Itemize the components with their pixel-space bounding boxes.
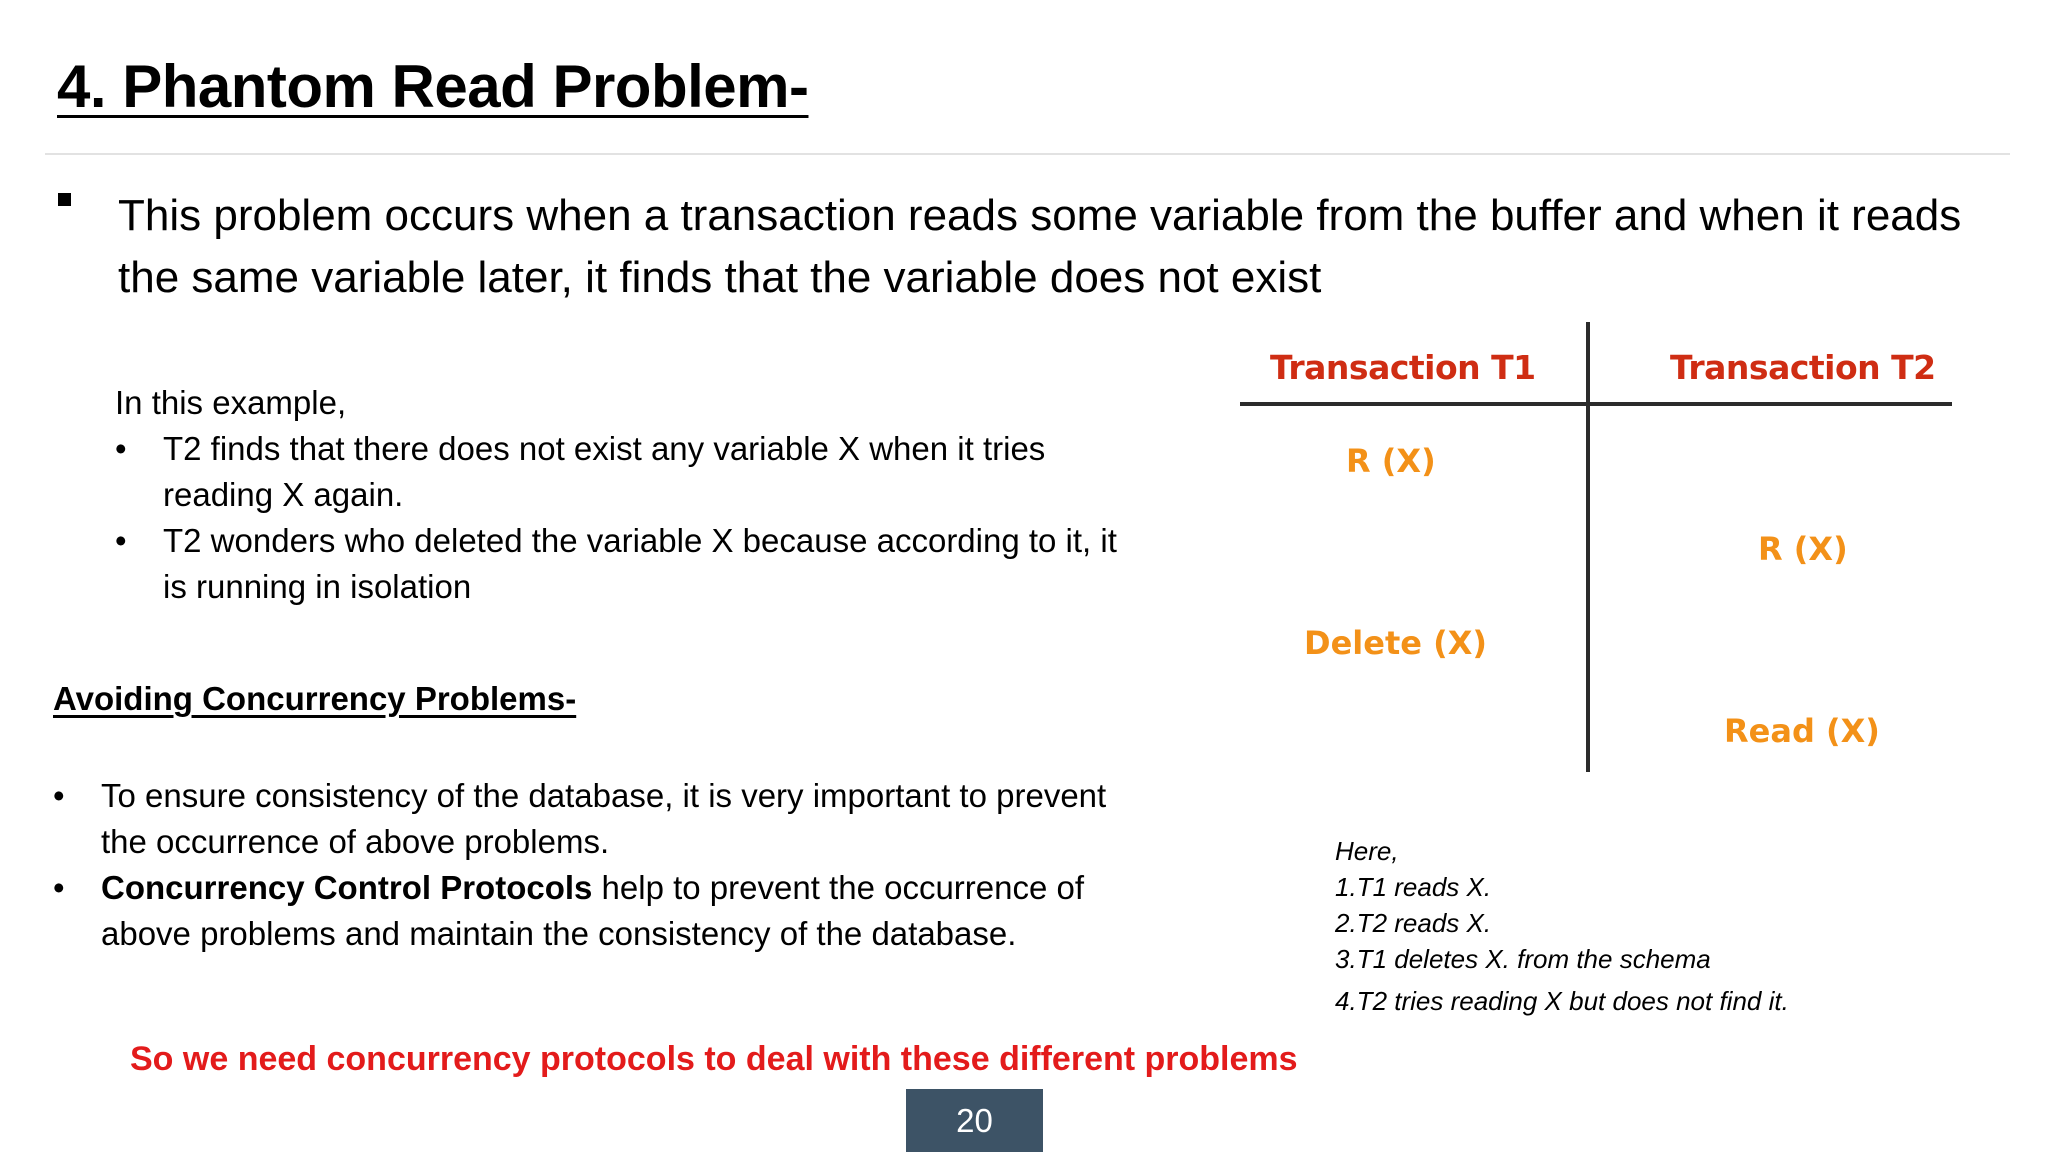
note-line: 3.T1 deletes X. from the schema bbox=[1335, 944, 1711, 974]
bullet-dot-icon: • bbox=[115, 430, 127, 467]
note-line: 2.T2 reads X. bbox=[1335, 908, 1492, 938]
t2-read-op: R (X) bbox=[1758, 530, 1848, 568]
main-bullet bbox=[58, 185, 2008, 309]
note-line: Here, bbox=[1335, 836, 1399, 866]
bullet-dot-icon: • bbox=[115, 522, 127, 559]
t2-header: Transaction T2 bbox=[1670, 348, 1936, 387]
diagram-vertical-line bbox=[1586, 322, 1590, 772]
bullet-dot-icon: • bbox=[53, 777, 65, 814]
title-divider bbox=[45, 153, 2010, 155]
square-bullet-icon bbox=[58, 193, 71, 206]
avoid-bullet-bold: Concurrency Control Protocols bbox=[101, 869, 593, 906]
avoid-bullet-text: To ensure consistency of the database, it is very important to prevent the occurrence of above problems. bbox=[101, 777, 1107, 860]
bullet-dot-icon: • bbox=[53, 869, 65, 906]
page-number-badge bbox=[906, 1089, 1043, 1152]
example-block bbox=[115, 380, 1145, 610]
t1-header: Transaction T1 bbox=[1270, 348, 1536, 387]
t2-read-again-op: Read (X) bbox=[1724, 712, 1880, 750]
list-item bbox=[53, 773, 1153, 865]
example-bullet-text: T2 wonders who deleted the variable X because according to it, it is running in isolation bbox=[163, 522, 1117, 605]
t1-read-op: R (X) bbox=[1346, 442, 1436, 480]
example-list bbox=[115, 426, 1145, 610]
main-bullet-text: This problem occurs when a transaction reads some variable from the buffer and when it reads the same variable later, it finds that the variable does not exist bbox=[118, 191, 1962, 302]
example-bullet-text: T2 finds that there does not exist any variable X when it tries reading X again. bbox=[163, 430, 1046, 513]
example-lead: In this example, bbox=[115, 384, 347, 421]
conclusion-text: So we need concurrency protocols to deal with these different problems bbox=[130, 1040, 1298, 1078]
diagram-horizontal-line bbox=[1240, 402, 1952, 406]
note-line: 1.T1 reads X. bbox=[1335, 872, 1492, 902]
slide-title: 4. Phantom Read Problem- bbox=[57, 53, 809, 120]
notes bbox=[1335, 833, 1935, 1019]
list-item bbox=[115, 426, 1145, 518]
list-item bbox=[115, 518, 1145, 610]
avoid-bullet-text: help to prevent the occurrence of above problems and maintain the consistency of the database. bbox=[101, 869, 1085, 952]
t1-delete-op: Delete (X) bbox=[1304, 624, 1487, 662]
transaction-diagram bbox=[1240, 322, 1960, 772]
note-line: 4.T2 tries reading X but does not find it. bbox=[1335, 986, 1789, 1016]
avoid-heading: Avoiding Concurrency Problems- bbox=[53, 680, 577, 717]
page-number: 20 bbox=[956, 1101, 993, 1139]
list-item bbox=[53, 865, 1153, 957]
avoid-list bbox=[53, 773, 1153, 957]
